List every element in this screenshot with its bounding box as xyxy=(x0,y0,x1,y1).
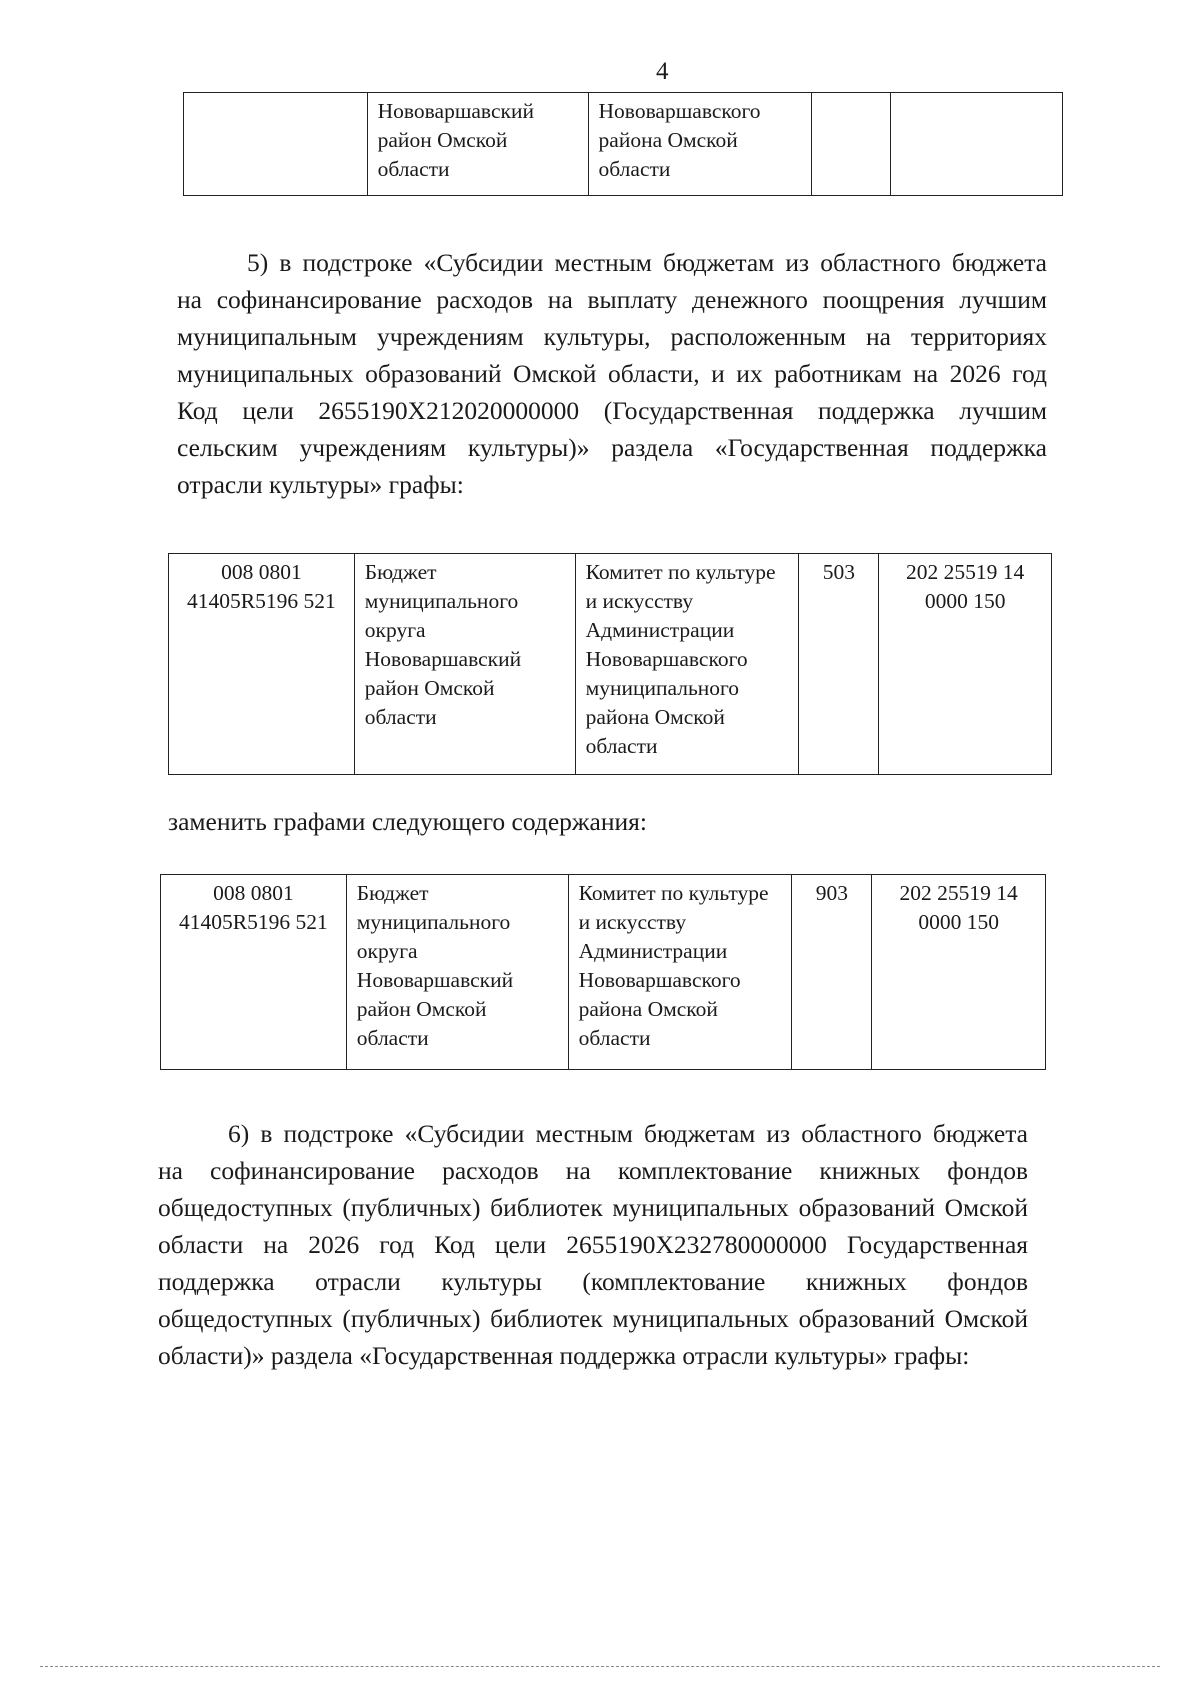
paragraph-line: Код цели 2655190X212020000000 (Государственная поддержка лучшим xyxy=(177,396,1047,425)
paragraph-line: 6) в подстроке «Субсидии местным бюджетам из областного бюджета xyxy=(228,1119,1028,1148)
table-cell-code xyxy=(184,93,368,196)
paragraph-line: муниципальным учреждениям культуры, расположенным на территориях xyxy=(177,322,1047,351)
table-cell-budget: Нововаршавский район Омской области xyxy=(367,93,588,196)
top-table xyxy=(183,92,1063,196)
table-cell-code: 008 0801 41405R5196 521 xyxy=(169,554,355,775)
paragraph-line: 5) в подстроке «Субсидии местным бюджетам из областного бюджета xyxy=(247,248,1047,277)
table-old xyxy=(168,553,1052,775)
table-cell-admin: Комитет по культуре и искусству Администрации Нововаршавского муниципального района Омской области xyxy=(575,554,799,775)
paragraph-line: на софинансирование расходов на выплату денежного поощрения лучшим xyxy=(177,285,1047,314)
paragraph-line: общедоступных (публичных) библиотек муниципальных образований Омской xyxy=(158,1193,1028,1222)
paragraph-line: области)» раздела «Государственная поддержка отрасли культуры» графы: xyxy=(158,1341,970,1370)
table-cell-number: 503 xyxy=(799,554,879,775)
table-new xyxy=(160,874,1046,1070)
table-cell-number: 903 xyxy=(792,875,872,1070)
paragraph-line: области на 2026 год Код цели 2655190X232780000000 Государственная xyxy=(158,1230,1028,1259)
paragraph-5 xyxy=(177,244,1047,503)
table-cell-budget: Бюджет муниципального округа Нововаршавский район Омской области xyxy=(354,554,575,775)
scan-edge-divider xyxy=(40,1666,1160,1667)
table-cell-budget: Бюджет муниципального округа Нововаршавский район Омской области xyxy=(346,875,568,1070)
table-cell-kbk xyxy=(891,93,1063,196)
paragraph-line: сельским учреждениям культуры)» раздела «Государственная поддержка xyxy=(177,433,1047,462)
page-number: 4 xyxy=(656,58,669,85)
paragraph-6 xyxy=(158,1115,1028,1374)
table-row xyxy=(184,93,1063,196)
paragraph-line: муниципальных образований Омской области, и их работникам на 2026 год xyxy=(177,359,1047,388)
paragraph-line: общедоступных (публичных) библиотек муниципальных образований Омской xyxy=(158,1304,1028,1333)
table-cell-kbk: 202 25519 14 0000 150 xyxy=(872,875,1046,1070)
paragraph-line: поддержка отрасли культуры (комплектование книжных фондов xyxy=(158,1267,1028,1296)
table-cell-admin: Нововаршавского района Омской области xyxy=(588,93,812,196)
table-cell-kbk: 202 25519 14 0000 150 xyxy=(879,554,1052,775)
replace-instruction: заменить графами следующего содержания: xyxy=(168,807,647,836)
table-cell-code: 008 0801 41405R5196 521 xyxy=(161,875,347,1070)
table-cell-admin: Комитет по культуре и искусству Администрации Нововаршавского района Омской области xyxy=(568,875,792,1070)
table-cell-number xyxy=(812,93,891,196)
paragraph-line: отрасли культуры» графы: xyxy=(177,470,464,499)
table-row xyxy=(169,554,1052,775)
table-row xyxy=(161,875,1046,1070)
paragraph-line: на софинансирование расходов на комплектование книжных фондов xyxy=(158,1156,1028,1185)
